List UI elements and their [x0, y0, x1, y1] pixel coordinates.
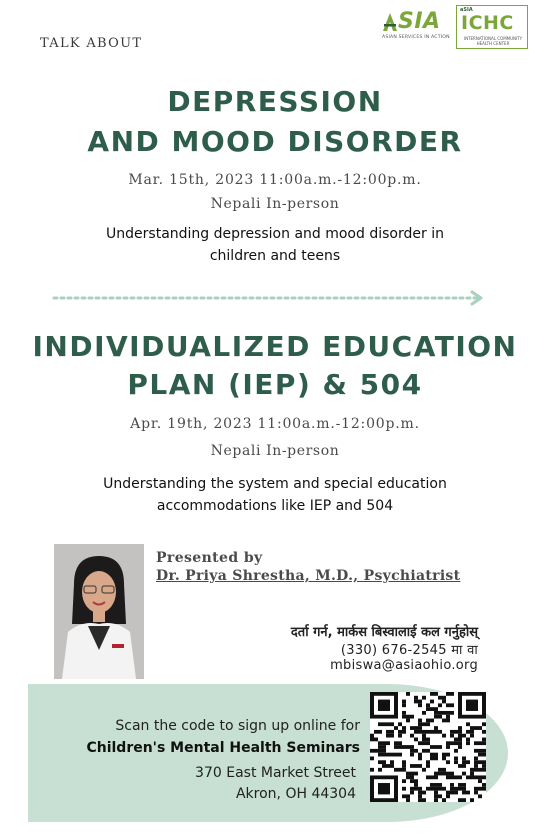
topic1-title-line1: DEPRESSION — [167, 85, 383, 118]
ichc-logo-top: aSIA — [460, 7, 473, 13]
topic2-mode: Nepali In-person — [210, 443, 340, 459]
ichc-logo-subtitle: INTERNATIONAL COMMUNITY HEALTH CENTER — [463, 36, 523, 46]
presenter-name: Dr. Priya Shrestha, M.D., Psychiatrist — [156, 568, 461, 584]
ichc-logo-word: ICHC — [461, 12, 514, 34]
contact-nepali-text: दर्ता गर्न, मार्कस बिस्वालाई कल गर्नुहोस् — [290, 625, 478, 640]
contact-email[interactable]: mbiswa@asiaohio.org — [330, 658, 478, 673]
talk-about-label: TALK ABOUT — [40, 36, 143, 51]
address-line2: Akron, OH 44304 — [235, 786, 356, 802]
contact-phone: (330) 676-2545 मा वा — [340, 643, 478, 658]
topic1-title-line2: AND MOOD DISORDER — [87, 125, 463, 158]
asia-a-icon — [382, 12, 398, 32]
asia-logo-subtitle: ASIAN SERVICES IN ACTION — [382, 35, 450, 40]
topic1-date: Mar. 15th, 2023 11:00a.m.-12:00p.m. — [128, 172, 422, 188]
topic2-title-line2: PLAN (IEP) & 504 — [127, 368, 423, 401]
topic2-description-line1: Understanding the system and special education — [103, 476, 447, 492]
scan-instruction: Scan the code to sign up online for — [115, 718, 360, 734]
presenter-photo — [54, 544, 144, 679]
topic1-description-line2: children and teens — [209, 248, 341, 264]
topic2-description-line2: accommodations like IEP and 504 — [156, 498, 394, 514]
topic2-date: Apr. 19th, 2023 11:00a.m.-12:00p.m. — [130, 416, 420, 432]
ichc-logo — [456, 5, 528, 49]
asia-logo-word: SIA — [398, 9, 441, 34]
presented-by-label: Presented by — [156, 550, 263, 566]
address-line1: 370 East Market Street — [195, 765, 356, 781]
asia-logo — [382, 11, 450, 40]
topic1-mode: Nepali In-person — [210, 196, 340, 212]
partner-logos — [382, 5, 532, 51]
program-name: Children's Mental Health Seminars — [86, 740, 360, 756]
dotted-arrow-divider — [52, 290, 492, 306]
topic2-title-line1: INDIVIDUALIZED EDUCATION — [32, 330, 518, 363]
topic1-description-line1: Understanding depression and mood disorder in — [106, 226, 444, 242]
signup-qr-code[interactable] — [370, 692, 486, 802]
